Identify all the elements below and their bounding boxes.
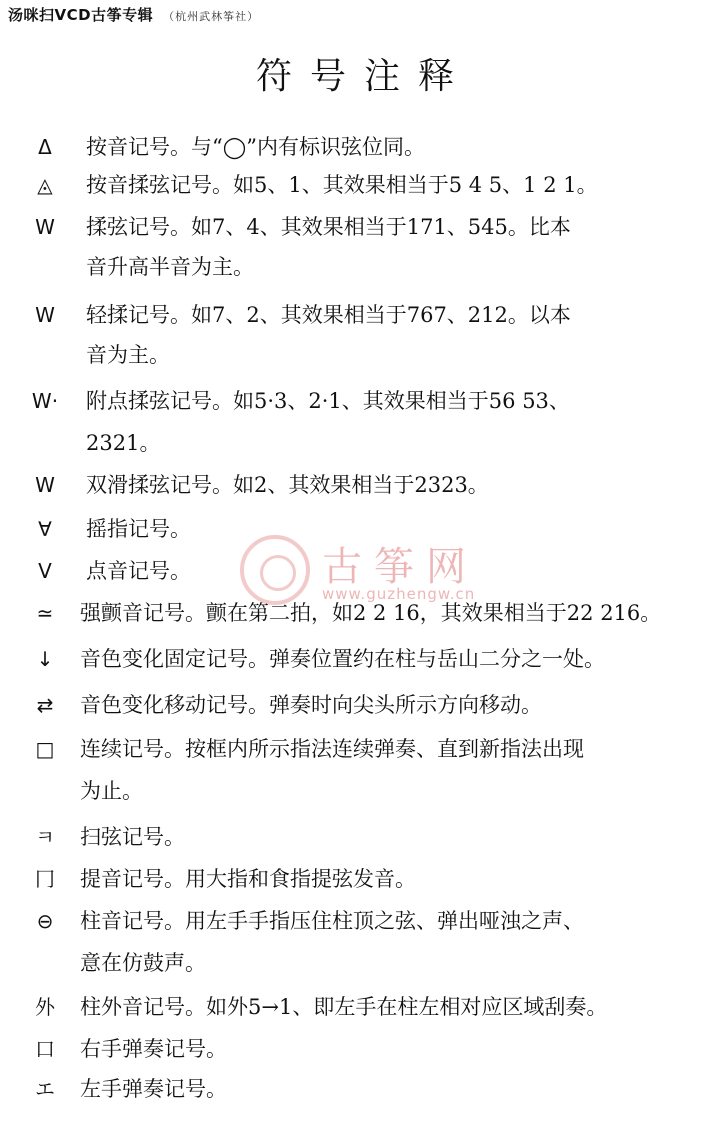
symbol-icon: W· bbox=[31, 389, 59, 413]
list-item bbox=[0, 164, 728, 206]
symbol-icon: ⇄ bbox=[36, 693, 54, 717]
list-item bbox=[0, 592, 728, 634]
symbol-icon: V bbox=[38, 559, 52, 583]
symbol-icon: Δ bbox=[38, 135, 52, 159]
entry-text: 双滑揉弦记号。如2、其效果相当于2323。 bbox=[86, 473, 489, 497]
list-item bbox=[0, 294, 728, 336]
symbol-icon: W bbox=[35, 473, 55, 497]
album-title: 汤咪扫VCD古筝专辑 bbox=[8, 6, 154, 24]
entry-text: 左手弹奏记号。 bbox=[80, 1077, 227, 1101]
symbol-icon: ≃ bbox=[36, 601, 54, 625]
watermark-site-name: 古筝网 bbox=[322, 544, 478, 590]
entry-text: 音升高半音为主。 bbox=[86, 255, 254, 279]
symbol-icon: W bbox=[35, 215, 55, 239]
symbol-icon: ◬ bbox=[37, 173, 53, 197]
list-item-continuation bbox=[0, 422, 728, 464]
entry-text: 揉弦记号。如7、4、其效果相当于171、545。比本 bbox=[86, 215, 571, 239]
publisher-name: （杭州武林筝社） bbox=[163, 10, 260, 23]
list-item bbox=[0, 638, 728, 680]
entry-text: 音为主。 bbox=[86, 343, 170, 367]
symbol-icon: 口 bbox=[35, 1037, 55, 1061]
entry-text: 提音记号。用大指和食指提弦发音。 bbox=[80, 867, 416, 891]
symbol-icon: ㅋ bbox=[35, 825, 55, 849]
entry-text: 右手弹奏记号。 bbox=[80, 1037, 227, 1061]
entry-text: 按音记号。与“◯”内有标识弦位同。 bbox=[86, 135, 425, 159]
list-item-continuation bbox=[0, 246, 728, 288]
watermark-url: www.guzhengw.cn bbox=[322, 585, 476, 603]
entry-text: 柱音记号。用左手手指压住柱顶之弦、弹出哑浊之声、 bbox=[80, 909, 584, 933]
list-item bbox=[0, 1028, 728, 1070]
list-item bbox=[0, 816, 728, 858]
entry-text: 意在仿鼓声。 bbox=[80, 951, 206, 975]
symbol-icon: 冂 bbox=[35, 867, 55, 891]
header bbox=[8, 4, 259, 32]
entry-text: 为止。 bbox=[80, 779, 143, 803]
symbol-icon: W bbox=[35, 303, 55, 327]
list-item bbox=[0, 986, 728, 1028]
list-item-continuation bbox=[0, 770, 728, 812]
entry-text: 点音记号。 bbox=[86, 559, 191, 583]
symbol-icon: ↓ bbox=[36, 647, 54, 671]
list-item-continuation bbox=[0, 942, 728, 984]
list-item bbox=[0, 508, 728, 550]
symbol-icon: 外 bbox=[35, 995, 55, 1019]
list-item bbox=[0, 380, 728, 422]
list-item bbox=[0, 728, 728, 770]
list-item-continuation bbox=[0, 334, 728, 376]
entry-text: 按音揉弦记号。如5、1、其效果相当于5 4 5、1 2 1。 bbox=[86, 173, 598, 197]
entry-text: 扫弦记号。 bbox=[80, 825, 185, 849]
list-item bbox=[0, 858, 728, 900]
list-item bbox=[0, 684, 728, 726]
page-title: 符号注释 bbox=[255, 56, 472, 97]
list-item bbox=[0, 1068, 728, 1110]
symbol-icon: ∀ bbox=[38, 517, 52, 541]
list-item bbox=[0, 900, 728, 942]
symbol-icon: □ bbox=[35, 737, 55, 761]
symbol-icon: エ bbox=[35, 1077, 55, 1101]
entry-text: 柱外音记号。如外5→1、即左手在柱左相对应区域刮奏。 bbox=[80, 995, 608, 1019]
entry-text: 附点揉弦记号。如5·3、2·1、其效果相当于56 53、 bbox=[86, 389, 570, 413]
list-item bbox=[0, 206, 728, 248]
entry-text: 摇指记号。 bbox=[86, 517, 191, 541]
entry-text: 强颤音记号。颤在第二拍，如2 2 16，其效果相当于22 216。 bbox=[80, 601, 662, 625]
entry-text: 音色变化移动记号。弹奏时向尖头所示方向移动。 bbox=[80, 693, 542, 717]
entry-text: 2321。 bbox=[86, 431, 161, 455]
entry-text: 连续记号。按框内所示指法连续弹奏、直到新指法出现 bbox=[80, 737, 584, 761]
symbol-icon: ⊖ bbox=[36, 909, 54, 933]
list-item bbox=[0, 464, 728, 506]
entry-text: 轻揉记号。如7、2、其效果相当于767、212。以本 bbox=[86, 303, 571, 327]
list-item bbox=[0, 126, 728, 168]
list-item bbox=[0, 550, 728, 592]
entry-text: 音色变化固定记号。弹奏位置约在柱与岳山二分之一处。 bbox=[80, 647, 605, 671]
